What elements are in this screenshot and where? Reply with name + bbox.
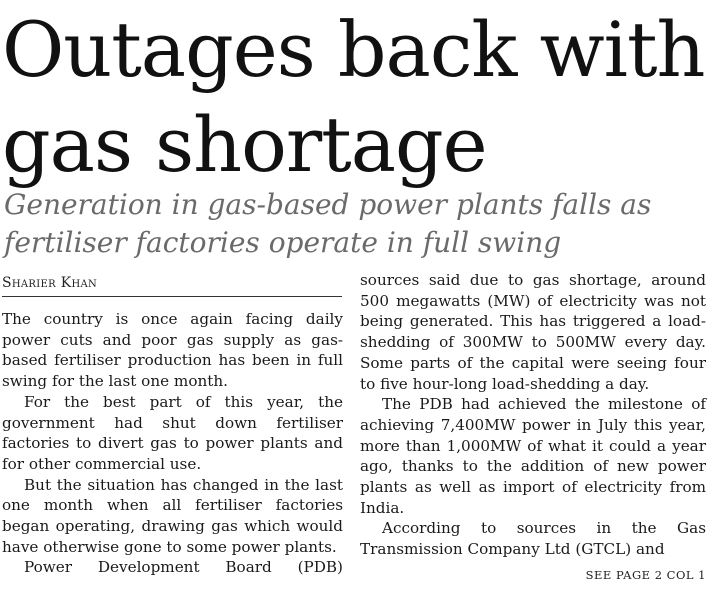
continued-on-page-note: SEE PAGE 2 COL 1 (585, 568, 706, 582)
paragraph: For the best part of this year, the government had shut down fertiliser factories to divert gas to power plants and for other commercial use. (2, 392, 343, 473)
paragraph: The PDB had achieved the milestone of achieving 7,400MW power in July this year, more than 1,000MW of what it could a year ago, thanks to the addition of new power plants as well as import of electricity from India. (360, 395, 706, 517)
subheadline (4, 186, 714, 262)
subheadline-line-1: Generation in gas-based power plants falls as (4, 188, 652, 221)
headline-line-2: gas shortage (2, 100, 487, 189)
paragraph: sources said due to gas shortage, around 500 megawatts (MW) of electricity was not being generated. This has triggered a load-shedding of 300MW to 500MW every day. Some parts of the capital were seeing four to five hour-long load-shedding a day. (360, 271, 706, 393)
paragraph: But the situation has changed in the last one month when all fertiliser factories began operating, drawing gas which would have otherwise gone to some power plants. (2, 475, 343, 556)
body-column-2 (360, 270, 706, 560)
byline: Sharier Khan (2, 273, 342, 297)
paragraph: The country is once again facing daily power cuts and poor gas supply as gas-based fertiliser production has been in full swing for the last one month. (2, 310, 343, 391)
headline-line-1: Outages back with (2, 5, 705, 94)
paragraph: Power Development Board (PDB) (24, 558, 343, 577)
paragraph: According to sources in the Gas Transmission Company Ltd (GTCL) and (360, 519, 706, 559)
body-column-1 (2, 309, 343, 578)
headline (2, 0, 714, 190)
subheadline-line-2: fertiliser factories operate in full swing (4, 226, 562, 259)
